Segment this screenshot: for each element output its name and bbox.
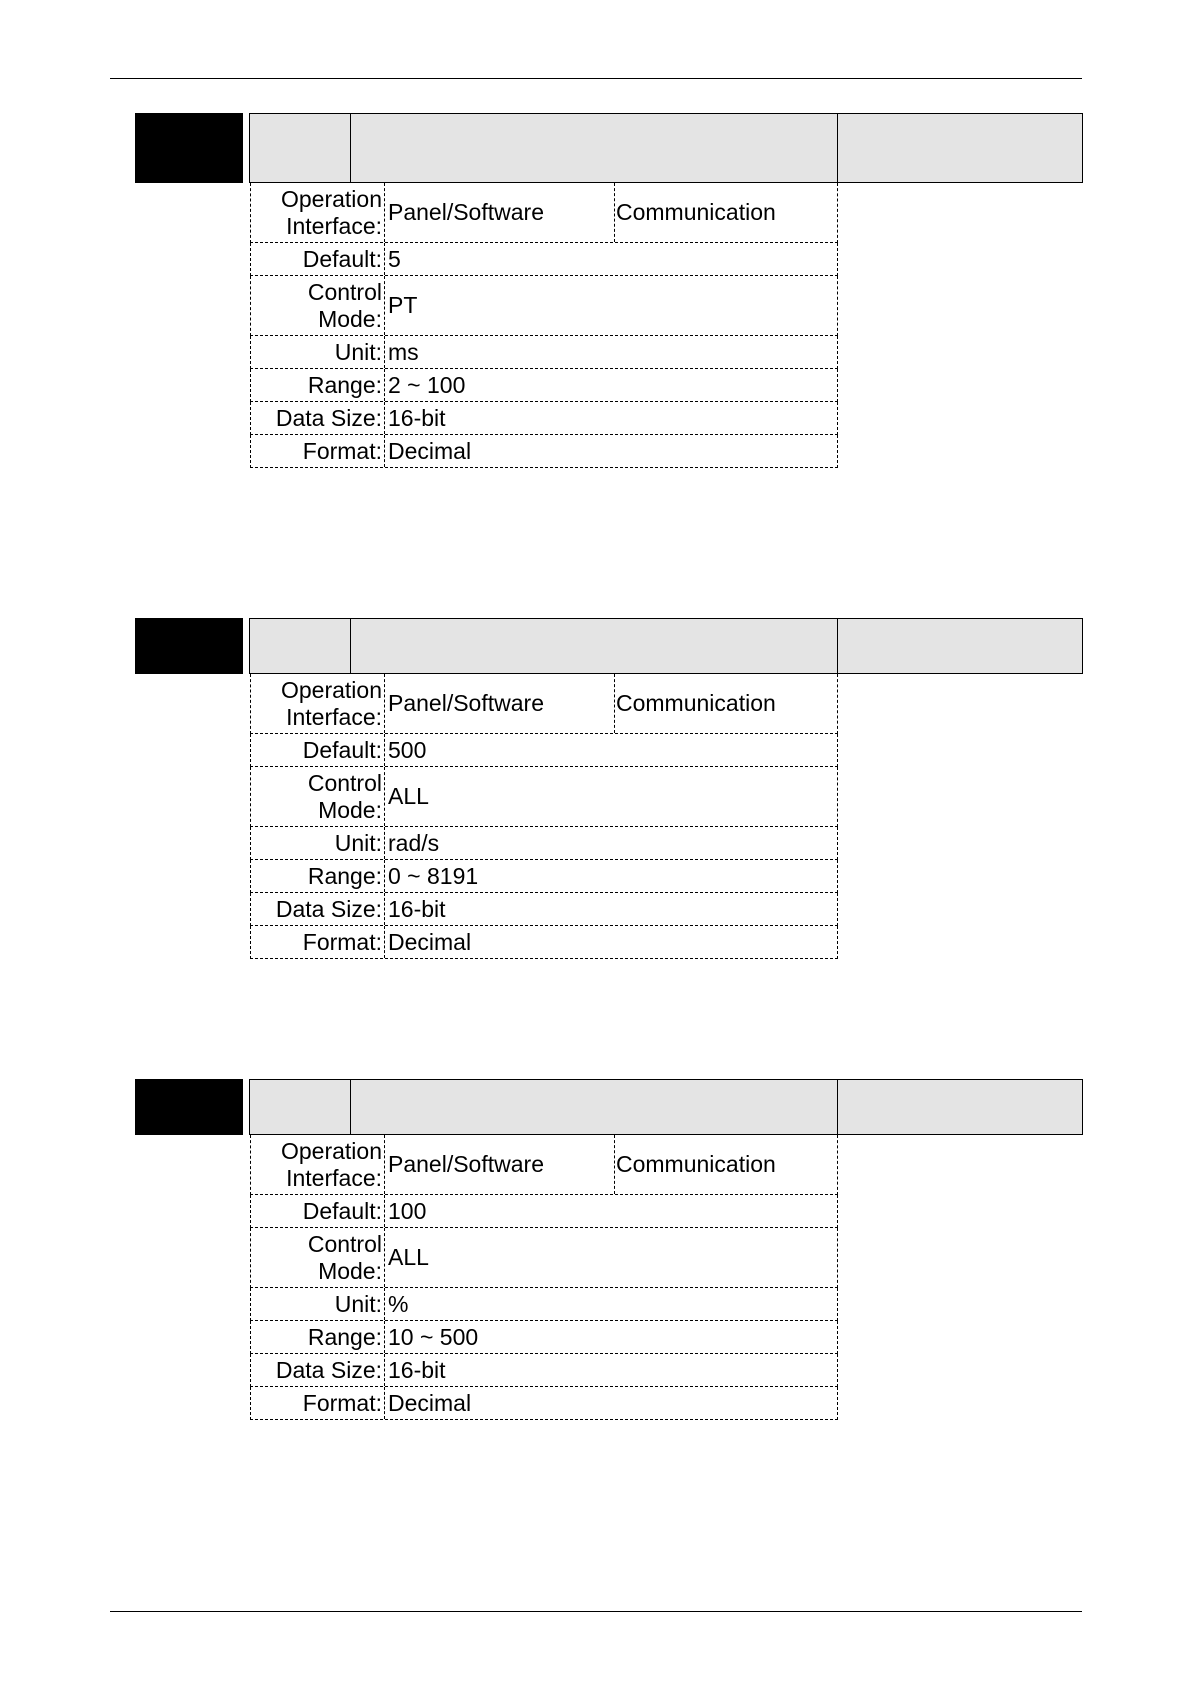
data-size-row xyxy=(250,1354,838,1387)
control-mode-label: Control Mode: xyxy=(251,1228,385,1287)
unit-row xyxy=(250,336,838,369)
operation-interface-label: Operation Interface: xyxy=(251,183,385,242)
control-mode-row xyxy=(250,767,838,827)
communication-cell: Communication xyxy=(616,690,776,716)
data-size-value: 16-bit xyxy=(388,404,446,431)
parameter-code-box xyxy=(135,618,243,674)
default-row xyxy=(250,1195,838,1228)
panel-software-cell: Panel/Software xyxy=(387,674,615,733)
range-value: 2 ~ 100 xyxy=(388,371,466,398)
parameter-attributes xyxy=(250,1135,838,1420)
range-row xyxy=(250,860,838,893)
control-mode-value: PT xyxy=(388,292,418,318)
control-mode-label: Control Mode: xyxy=(251,276,385,335)
control-mode-value: ALL xyxy=(388,783,429,809)
range-label: Range: xyxy=(251,369,385,401)
parameter-attributes xyxy=(250,674,838,959)
bottom-rule xyxy=(110,1611,1082,1612)
format-value: Decimal xyxy=(388,437,472,464)
range-row xyxy=(250,1321,838,1354)
data-size-value: 16-bit xyxy=(388,895,446,922)
format-label: Format: xyxy=(251,926,385,958)
unit-value: ms xyxy=(388,338,419,365)
unit-row xyxy=(250,827,838,860)
panel-software-cell: Panel/Software xyxy=(387,183,615,242)
unit-label: Unit: xyxy=(251,827,385,859)
unit-row xyxy=(250,1288,838,1321)
parameter-attributes xyxy=(250,183,838,468)
data-size-row xyxy=(250,402,838,435)
operation-interface-label: Operation Interface: xyxy=(251,674,385,733)
operation-interface-label: Operation Interface: xyxy=(251,1135,385,1194)
range-label: Range: xyxy=(251,1321,385,1353)
unit-value: rad/s xyxy=(388,829,440,856)
range-row xyxy=(250,369,838,402)
data-size-row xyxy=(250,893,838,926)
unit-label: Unit: xyxy=(251,1288,385,1320)
parameter-code-box xyxy=(135,113,243,183)
operation-interface-row xyxy=(250,183,838,243)
default-label: Default: xyxy=(251,734,385,766)
control-mode-row xyxy=(250,1228,838,1288)
data-size-label: Data Size: xyxy=(251,893,385,925)
data-size-value: 16-bit xyxy=(388,1356,446,1383)
data-size-label: Data Size: xyxy=(251,402,385,434)
default-value: 500 xyxy=(388,736,427,763)
communication-cell: Communication xyxy=(616,199,776,225)
format-row xyxy=(250,435,838,468)
unit-label: Unit: xyxy=(251,336,385,368)
format-row xyxy=(250,1387,838,1420)
top-rule xyxy=(110,78,1082,79)
parameter-code-box xyxy=(135,1079,243,1135)
format-value: Decimal xyxy=(388,928,472,955)
format-label: Format: xyxy=(251,435,385,467)
communication-cell: Communication xyxy=(616,1151,776,1177)
panel-software-cell: Panel/Software xyxy=(387,1135,615,1194)
parameter-header xyxy=(249,113,1083,183)
parameter-header xyxy=(249,618,1083,674)
data-size-label: Data Size: xyxy=(251,1354,385,1386)
default-row xyxy=(250,243,838,276)
operation-interface-row xyxy=(250,1135,838,1195)
range-value: 0 ~ 8191 xyxy=(388,862,479,889)
format-row xyxy=(250,926,838,959)
default-label: Default: xyxy=(251,1195,385,1227)
parameter-header xyxy=(249,1079,1083,1135)
unit-value: % xyxy=(388,1290,409,1317)
default-value: 100 xyxy=(388,1197,427,1224)
format-value: Decimal xyxy=(388,1389,472,1416)
range-value: 10 ~ 500 xyxy=(388,1323,479,1350)
format-label: Format: xyxy=(251,1387,385,1419)
control-mode-label: Control Mode: xyxy=(251,767,385,826)
default-label: Default: xyxy=(251,243,385,275)
control-mode-value: ALL xyxy=(388,1244,429,1270)
default-row xyxy=(250,734,838,767)
range-label: Range: xyxy=(251,860,385,892)
default-value: 5 xyxy=(388,245,401,272)
control-mode-row xyxy=(250,276,838,336)
operation-interface-row xyxy=(250,674,838,734)
